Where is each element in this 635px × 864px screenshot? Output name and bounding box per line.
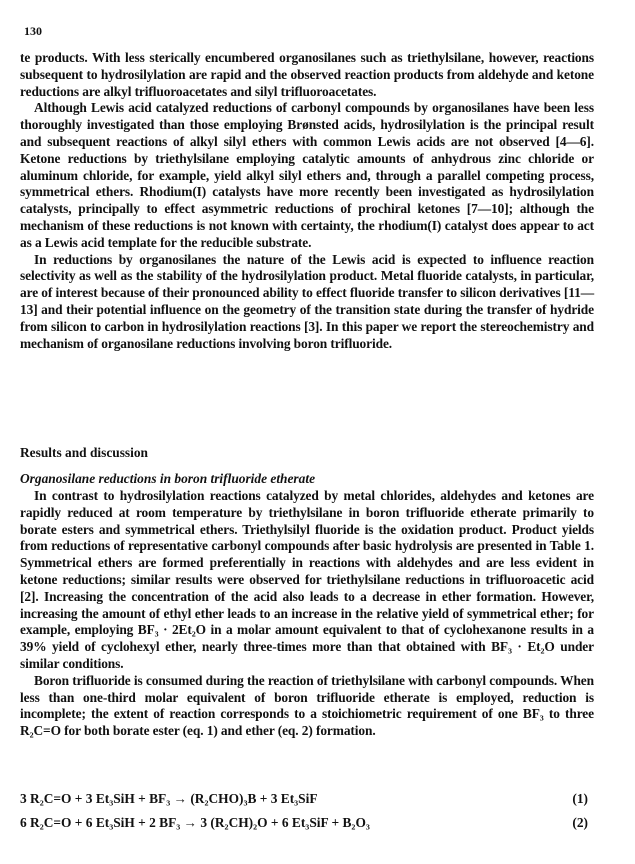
results-paragraph-1: In contrast to hydrosilylation reactions catalyzed by metal chlorides, aldehydes and ketones are rapidly reduced at room temperature by triethylsilane in boron trifluoride etherate primarily to borate esters and symmetrical ethers. Triethylsilyl fluoride is the oxidation product. Product yields from reductions of representative carbonyl compounds after basic hydrolysis are presented in Table 1. Symmetrical ethers are formed preferentially in reactions with aldehydes and are less evident in ketone reductions; similar results were observed for triethylsilane reductions in trifluoroacetic acid [2]. Increasing the concentration of the acid also leads to a decrease in ether formation. However, increasing the amount of ethyl ether leads to an increase in the relative yield of symmetrical ether; for example, employing BF₃ · 2Et₂O in a molar amount equivalent to that of cyclohexanone results in a 39% yield of cyclohexyl ether, nearly three-times more than that obtained with BF₃ · Et₂O under similar conditions. xyxy=(20,488,594,671)
section-heading: Results and discussion xyxy=(20,445,149,460)
equation-2-number: (2) xyxy=(572,815,588,830)
results-text xyxy=(20,488,594,740)
equation-1-number: (1) xyxy=(572,791,588,806)
equation-2 xyxy=(20,815,588,831)
intro-text xyxy=(20,50,594,352)
equation-1 xyxy=(20,791,588,807)
equation-2-text: 6 R₂C=O + 6 Et₃SiH + 2 BF₃ → 3 (R₂CH)₂O + 6 Et₃SiF + B₂O₃ xyxy=(20,815,370,830)
equation-1-text: 3 R₂C=O + 3 Et₃SiH + BF₃ → (R₂CHO)₃B + 3 Et₃SiF xyxy=(20,791,318,806)
subsection-heading: Organosilane reductions in boron trifluoride etherate xyxy=(20,471,316,486)
results-paragraph-2: Boron trifluoride is consumed during the reaction of triethylsilane with carbonyl compounds. When less than one-third molar equivalent of boron trifluoride etherate is employed, reduction is incomplete; the extent of reaction corresponds to a stoichiometric requirement of one BF₃ to three R₂C=O for both borate ester (eq. 1) and ether (eq. 2) formation. xyxy=(20,672,594,739)
intro-paragraph-3: In reductions by organosilanes the nature of the Lewis acid is expected to influence reaction selectivity as well as the stability of the hydrosilylation product. Metal fluoride catalysts, in particular, are of interest because of their pronounced ability to effect fluoride transfer to silicon derivatives [11—13] and their potential influence on the geometry of the transition state during the transfer of hydride from silicon to carbon in hydrosilylation reactions [3]. In this paper we report the stereochemistry and mechanism of organosilane reductions involving boron trifluoride. xyxy=(20,251,594,351)
page-number: 130 xyxy=(24,24,42,38)
intro-paragraph-1: te products. With less sterically encumbered organosilanes such as triethylsilane, however, reactions subsequent to hydrosilylation are rapid and the observed reaction products from aldehyde and ketone reductions are alkyl trifluoroacetates and silyl trifluoroacetates. xyxy=(20,50,594,99)
intro-paragraph-2: Although Lewis acid catalyzed reductions of carbonyl compounds by organosilanes have been less thoroughly investigated than those employing Brønsted acids, hydrosilylation is the principal result and subsequent reactions of alkyl silyl ethers with common Lewis acids are not observed [4—6]. Ketone reductions by triethylsilane employing catalytic amounts of anhydrous zinc chloride or aluminum chloride, for example, yield alkyl silyl ethers and, through a parallel competing process, symmetrical ethers. Rhodium(I) catalysts have more recently been investigated as hydrosilylation catalysts, principally to effect asymmetric reductions of prochiral ketones [7—10]; although the mechanism of these reductions is not known with certainty, the rhodium(I) catalyst does appear to act as a Lewis acid template for the reducible substrate. xyxy=(20,100,594,250)
